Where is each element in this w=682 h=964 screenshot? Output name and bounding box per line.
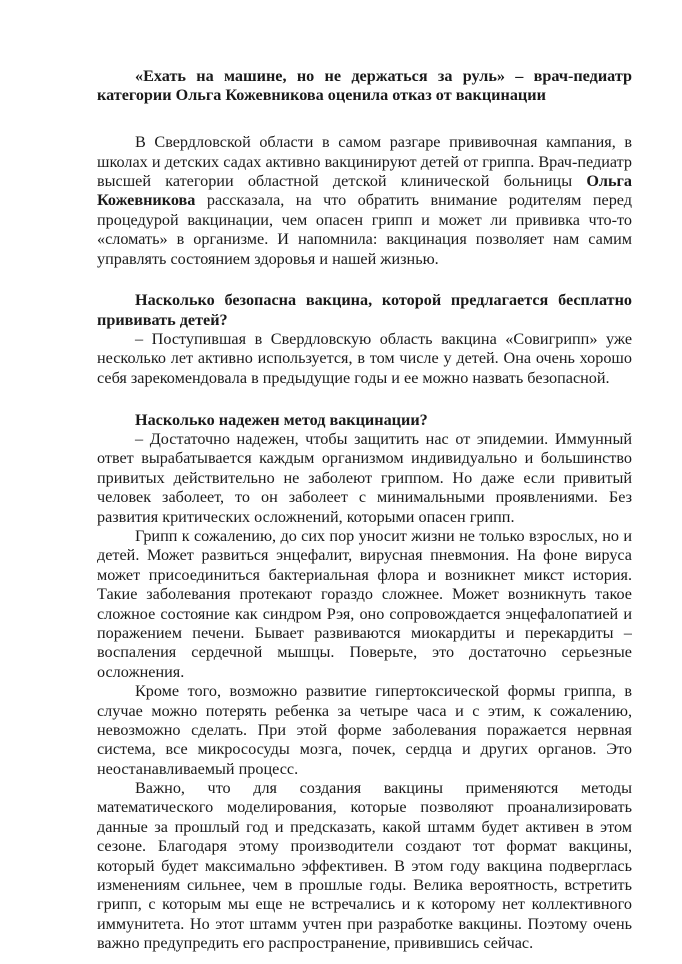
text-line: привитых действительно не заболеют гриппом. Но даже если привитый	[97, 468, 632, 487]
text-line: Грипп к сожалению, до сих пор уносит жизни не только взрослых, но и	[135, 526, 632, 545]
document-page	[97, 67, 632, 954]
text-line: Кроме того, возможно развитие гипертоксической формы гриппа, в	[135, 682, 632, 701]
text-line: невозможно сделать. При этой форме заболевания поражается нервная	[97, 720, 632, 739]
text-line: человек заболеет, то он заболеет с минимальными проявлениями. Без	[97, 488, 632, 507]
text-line: развития критических осложнений, которыми опасен грипп.	[97, 507, 515, 526]
article-title	[97, 67, 632, 106]
text-line: который будет максимально эффективен. В этом году вакцина подверглась	[97, 856, 632, 875]
question-1	[97, 291, 632, 330]
text-fragment: высшей категории областной детской клинической больницы	[97, 171, 573, 190]
text-line: ответ вырабатывается каждым организмом индивидуально и большинство	[97, 449, 632, 468]
text-line: осложнения.	[97, 662, 185, 681]
title-line: «Ехать на машине, но не держаться за руль» – врач-педиатр	[135, 67, 632, 85]
text-line: В Свердловской области в самом разгаре прививочная кампания, в	[135, 133, 632, 152]
intro-paragraph	[97, 133, 632, 269]
doctor-name-last: Кожевникова	[97, 191, 196, 210]
answer-2-paragraph-2	[97, 527, 632, 682]
text-line: школах и детских садах активно вакцинируют детей от гриппа. Врач-педиатр	[97, 152, 632, 171]
text-line: изменениям сильнее, чем в прошлые годы. Велика вероятность, встретить	[97, 876, 632, 895]
text-line: несколько лет активно используется, в том числе у детей. Она очень хорошо	[97, 349, 632, 368]
text-line: случае можно потерять ребенка за четыре часа и с этим, к сожалению,	[97, 701, 632, 720]
question-line: прививать детей?	[97, 310, 228, 329]
text-line: иммунитета. Но этот штамм учтен при разработке вакцины. Поэтому очень	[97, 914, 632, 933]
text-line: грипп, с которым мы еще не встречались и к которому нет коллективного	[97, 895, 632, 914]
text-line: Важно, что для создания вакцины применяются методы	[135, 779, 632, 798]
text-line: важно предупредить его распространение, привившись сейчас.	[97, 934, 534, 953]
text-line: – Поступившая в Свердловскую область вакцина «Совигрипп» уже	[135, 330, 632, 349]
text-line: неостанавливаемый процесс.	[97, 759, 299, 778]
text-line: система, все микрососуды мозга, почек, сердца и других органов. Это	[97, 740, 632, 759]
text-line	[97, 172, 632, 191]
question-line: Насколько безопасна вакцина, которой предлагается бесплатно	[135, 291, 632, 310]
text-line: себя зарекомендовала в предыдущие годы и ее можно назвать безопасной.	[97, 368, 610, 387]
text-line: сезоне. Благодаря этому производители создают тот формат вакцины,	[97, 837, 632, 856]
text-line: «сломать» в организме. И напомнила: вакцинация позволяет нам самим	[97, 230, 632, 249]
text-line: математического моделирования, которые позволяют проанализировать	[97, 798, 632, 817]
answer-2-paragraph-1	[97, 430, 632, 527]
doctor-name-first: Ольга	[586, 171, 632, 190]
text-line	[97, 191, 632, 210]
text-line: поражением печени. Бывает развиваются миокардиты и перекардиты –	[97, 623, 632, 642]
answer-2-paragraph-3	[97, 682, 632, 779]
text-line: может присоединиться бактериальная флора и возникнет микст история.	[97, 565, 632, 584]
text-fragment: рассказала, на что обратить внимание родителям перед	[206, 191, 632, 210]
text-line: Такие заболевания протекают гораздо сложнее. Может возникнуть такое	[97, 585, 632, 604]
title-line: категории Ольга Кожевникова оценила отказ от вакцинации	[97, 86, 546, 105]
text-line: – Достаточно надежен, чтобы защитить нас от эпидемии. Иммунный	[135, 430, 632, 449]
answer-1	[97, 330, 632, 388]
answer-2-paragraph-4	[97, 779, 632, 954]
text-line: данные за прошлый год и предсказать, какой штамм будет активен в этом	[97, 817, 632, 836]
text-line: процедурой вакцинации, чем опасен грипп и может ли прививка что-то	[97, 210, 632, 229]
text-line: воспаления сердечной мышцы. Поверьте, это достаточно серьезные	[97, 643, 632, 662]
text-line: сложное состояние как синдром Рэя, оно сопровождается энцефалопатией и	[97, 604, 632, 623]
text-line: управлять состоянием здоровья и нашей жизнью.	[97, 249, 439, 268]
text-line: детей. Может развиться энцефалит, вирусная пневмония. На фоне вируса	[97, 546, 632, 565]
question-2	[97, 411, 632, 430]
question-line: Насколько надежен метод вакцинации?	[135, 410, 428, 429]
